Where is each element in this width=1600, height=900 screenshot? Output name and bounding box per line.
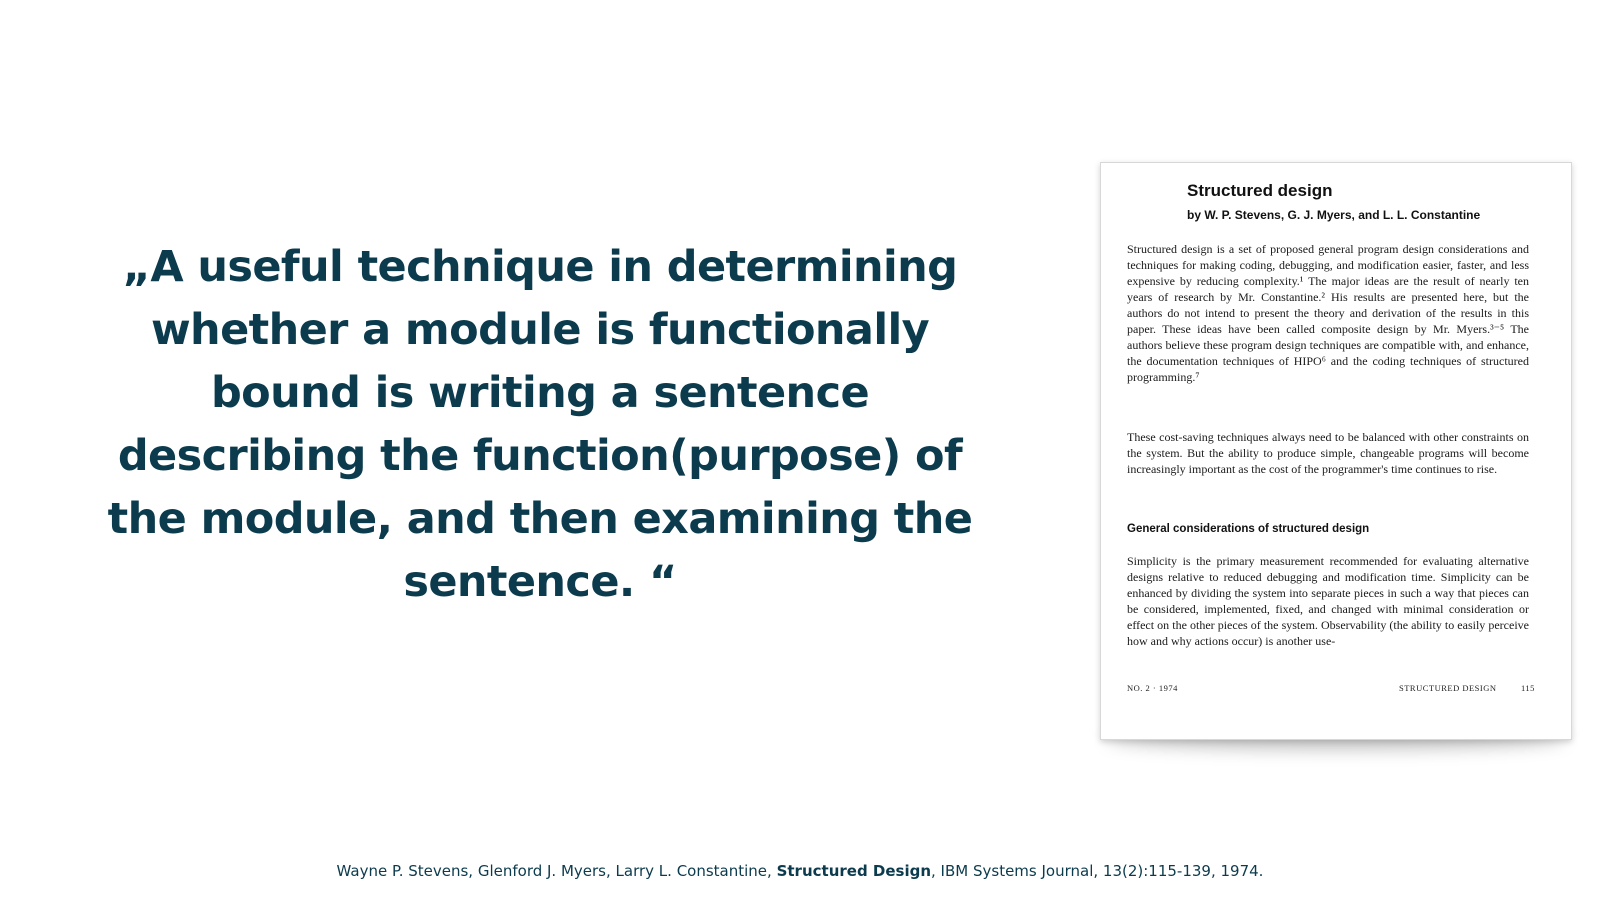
paper-footer-running-title: STRUCTURED DESIGN bbox=[1399, 683, 1497, 693]
citation-source: , IBM Systems Journal, 13(2):115-139, 1974. bbox=[931, 862, 1264, 880]
paper-page bbox=[1100, 162, 1572, 740]
citation-authors: Wayne P. Stevens, Glenford J. Myers, Larry L. Constantine, bbox=[336, 862, 777, 880]
paper-authors: by W. P. Stevens, G. J. Myers, and L. L. Constantine bbox=[1187, 208, 1481, 222]
paper-figure bbox=[1100, 162, 1572, 740]
paper-paragraph-2: These cost-saving techniques always need to be balanced with other constraints on the system. But the ability to produce simple, changeable programs will become increasingly important as the cost of the programmer's time continues to rise. bbox=[1127, 430, 1529, 476]
citation-title: Structured Design bbox=[776, 862, 932, 880]
quote-text: „A useful technique in determining whether a module is functionally bound is writing a sentence describing the function(purpose) of the module, and then examining the sentence. “ bbox=[107, 242, 973, 607]
paper-footer-issue: NO. 2 · 1974 bbox=[1127, 683, 1178, 693]
citation bbox=[0, 862, 1600, 880]
paper-footer-page-number: 115 bbox=[1521, 683, 1535, 693]
paper-title: Structured design bbox=[1187, 181, 1333, 200]
paper-section-heading: General considerations of structured design bbox=[1127, 523, 1370, 535]
paper-paragraph-3: Simplicity is the primary measurement recommended for evaluating alternative designs relative to reduced debugging and modification time. Simplicity can be enhanced by dividing the system into separate pieces in such a way that pieces can be considered, implemented, fixed, and changed with minimal consideration or effect on the other pieces of the system. Observability (the ability to easily perceive how and why actions occur) is another use- bbox=[1127, 554, 1529, 648]
paper-paragraph-1: Structured design is a set of proposed general program design considerations and techniques for making coding, debugging, and modification easier, faster, and less expensive by reducing complexity.¹ The major ideas are the result of nearly ten years of research by Mr. Constantine.² His results are presented here, but the authors do not intend to present the theory and derivation of the results in this paper. These ideas have been called composite design by Mr. Myers.³⁻⁵ The authors believe these program design techniques are compatible with, and enhance, the documentation techniques of HIPO⁶ and the coding techniques of structured programming.⁷ bbox=[1127, 242, 1529, 384]
